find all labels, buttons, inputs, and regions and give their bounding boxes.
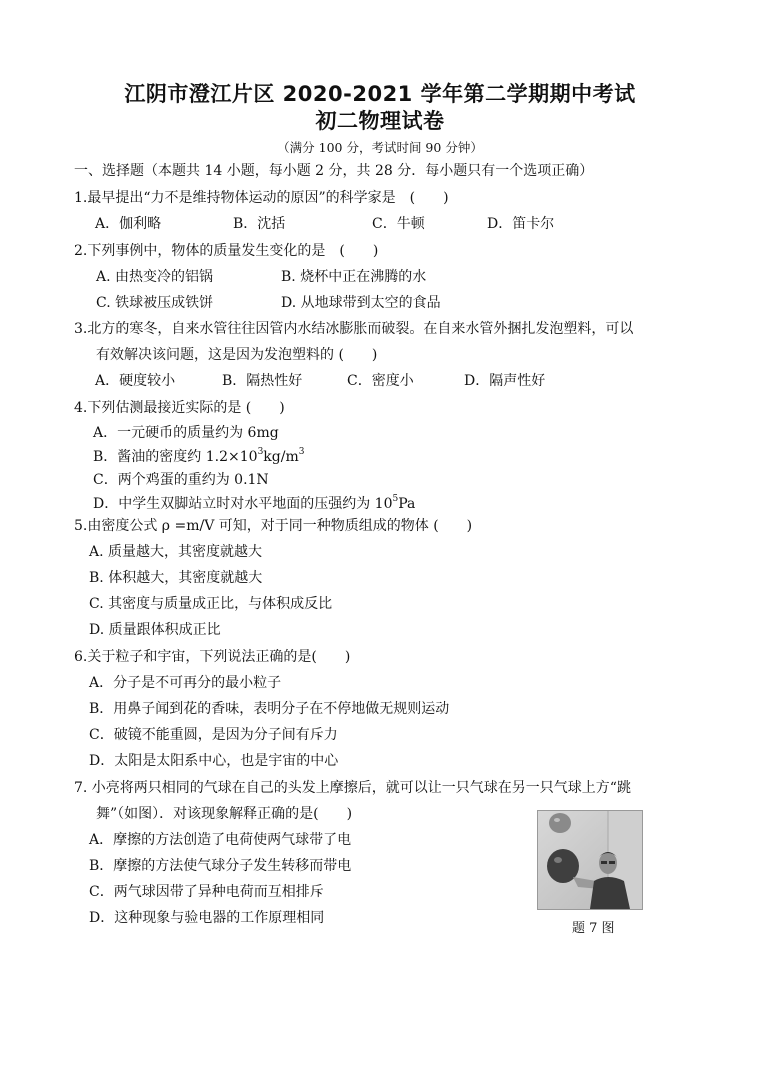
q3-option-d: D．隔声性好 xyxy=(464,373,546,389)
q3-option-a: A．硬度较小 xyxy=(95,373,176,389)
q4-option-b-unit: kg/m xyxy=(263,449,299,465)
q4-option-a: A．一元硬币的质量约为 6mg xyxy=(93,425,279,441)
q7-option-b: B．摩擦的方法使气球分子发生转移而带电 xyxy=(89,858,352,874)
person-body xyxy=(590,877,630,909)
q1-option-b: B．沈括 xyxy=(233,216,286,232)
q7-stem-line2: 舞”（如图）．对该现象解释正确的是( ) xyxy=(96,806,353,822)
q4-stem: 4.下列估测最接近实际的是 ( ) xyxy=(74,400,285,416)
q4-option-b-unit-exponent: 3 xyxy=(298,447,305,458)
q5-stem: 5.由密度公式 ρ =m/V 可知，对于同一种物质组成的物体 ( ) xyxy=(74,518,473,534)
q3-option-b: B．隔热性好 xyxy=(222,373,303,389)
q4-option-d-exponent: 5 xyxy=(392,494,399,505)
q5-option-d: D. 质量跟体积成正比 xyxy=(89,622,221,638)
upper-balloon xyxy=(549,813,571,833)
balloon-photo-illustration xyxy=(538,811,642,909)
q2-option-b: B. 烧杯中正在沸腾的水 xyxy=(281,269,427,285)
q4-option-d-text: D．中学生双脚站立时对水平地面的压强约为 10 xyxy=(93,496,393,512)
q7-option-a: A．摩擦的方法创造了电荷使两气球带了电 xyxy=(89,832,352,848)
q1-option-c: C．牛顿 xyxy=(372,216,425,232)
exam-subtitle: 初二物理试卷 xyxy=(315,109,445,133)
q4-option-b-exponent: 3 xyxy=(257,447,264,458)
q2-option-a: A. 由热变冷的铝锅 xyxy=(96,269,214,285)
q6-option-b: B．用鼻子闻到花的香味，表明分子在不停地做无规则运动 xyxy=(89,701,450,717)
q3-stem-line1: 3.北方的寒冬，自来水管往往因管内水结冰膨胀而破裂。在自来水管外捆扎发泡塑料，可以 xyxy=(74,321,634,337)
q7-figure-photo xyxy=(537,810,643,910)
q1-option-d: D．笛卡尔 xyxy=(487,216,555,232)
q6-option-a: A．分子是不可再分的最小粒子 xyxy=(89,675,282,691)
q1-stem: 1.最早提出“力不是维持物体运动的原因”的科学家是 ( ) xyxy=(74,190,449,206)
exam-title: 江阴市澄江片区 2020-2021 学年第二学期期中考试 xyxy=(124,82,636,106)
q5-option-c: C. 其密度与质量成正比，与体积成反比 xyxy=(89,596,333,612)
q1-option-a: A．伽利略 xyxy=(95,216,162,232)
q2-option-d: D. 从地球带到太空的食品 xyxy=(281,295,441,311)
q5-option-a: A. 质量越大，其密度就越大 xyxy=(89,544,263,560)
q7-option-d: D．这种现象与验电器的工作原理相同 xyxy=(89,910,325,926)
q5-option-b: B. 体积越大，其密度就越大 xyxy=(89,570,263,586)
q2-stem: 2.下列事例中，物体的质量发生变化的是 ( ) xyxy=(74,243,379,259)
q4-option-b xyxy=(93,448,304,466)
q4-option-d xyxy=(93,495,415,513)
q3-stem-line2: 有效解决该问题，这是因为发泡塑料的 ( ) xyxy=(96,347,378,363)
q6-option-d: D．太阳是太阳系中心，也是宇宙的中心 xyxy=(89,753,339,769)
exam-note: （满分 100 分，考试时间 90 分钟） xyxy=(277,140,483,155)
q2-option-c: C. 铁球被压成铁饼 xyxy=(96,295,214,311)
q4-option-c: C．两个鸡蛋的重约为 0.1N xyxy=(93,472,269,488)
q7-stem-line1: 7. 小亮将两只相同的气球在自己的头发上摩擦后，就可以让一只气球在另一只气球上方“跳 xyxy=(74,780,631,796)
section-heading: 一、选择题（本题共 14 小题，每小题 2 分，共 28 分．每小题只有一个选项正确） xyxy=(74,163,594,179)
q4-option-d-unit: Pa xyxy=(398,496,416,512)
q6-stem: 6.关于粒子和宇宙，下列说法正确的是( ) xyxy=(74,649,351,665)
q7-option-c: C．两气球因带了异种电荷而互相排斥 xyxy=(89,884,324,900)
q3-option-c: C．密度小 xyxy=(347,373,414,389)
q7-figure-caption: 题 7 图 xyxy=(572,921,615,936)
q4-option-b-text: B．酱油的密度约 1.2×10 xyxy=(93,449,258,465)
q6-option-c: C．破镜不能重圆，是因为分子间有斥力 xyxy=(89,727,338,743)
